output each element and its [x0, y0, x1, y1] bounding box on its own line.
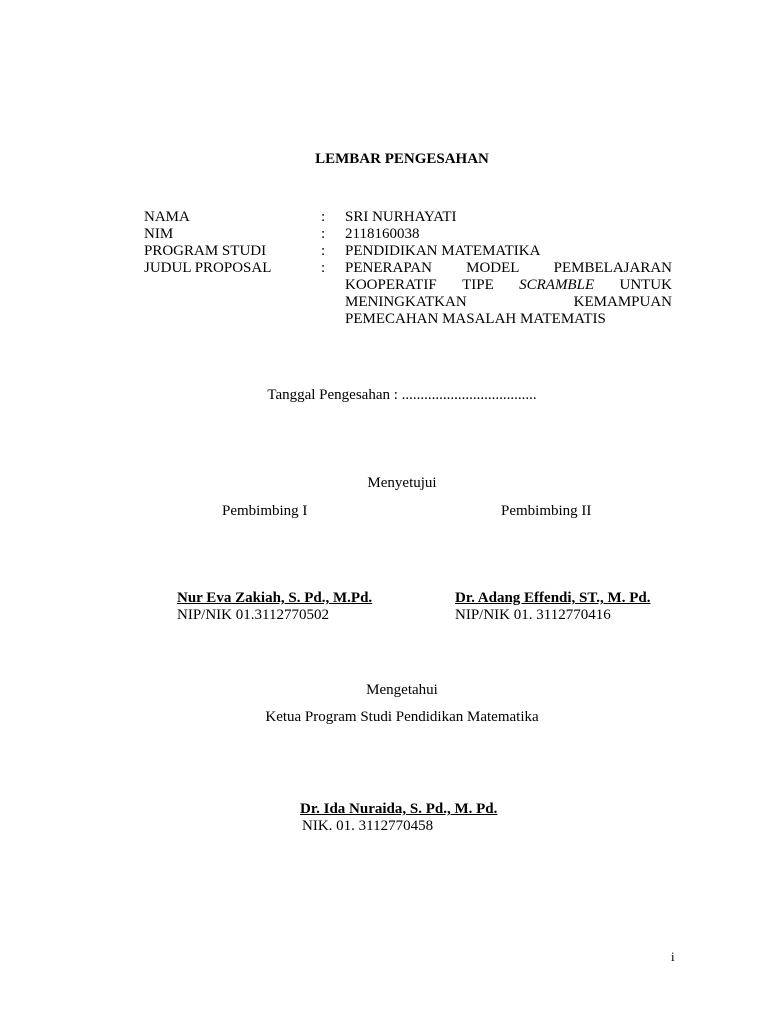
advisor-2-role: Pembimbing II: [501, 503, 592, 519]
proposal-title-word: KOOPERATIF: [345, 277, 437, 293]
field-label-nama: NAMA: [144, 209, 190, 225]
field-label-program-studi: PROGRAM STUDI: [144, 243, 267, 259]
proposal-title-word: MENINGKATKAN: [345, 294, 467, 310]
proposal-title-word: UNTUK: [619, 277, 672, 293]
approval-date: Tanggal Pengesahan : ....................................: [267, 387, 537, 403]
head-title: Ketua Program Studi Pendidikan Matematika: [265, 709, 539, 725]
advisor-2-name: Dr. Adang Effendi, ST., M. Pd.: [455, 590, 651, 606]
field-separator: :: [321, 260, 326, 276]
page-title: LEMBAR PENGESAHAN: [315, 151, 489, 167]
field-separator: :: [321, 226, 326, 242]
proposal-title-word-italic: SCRAMBLE: [519, 277, 595, 293]
field-label-judul-proposal: JUDUL PROPOSAL: [144, 260, 272, 276]
proposal-title-word: MODEL: [466, 260, 520, 276]
advisor-1-role: Pembimbing I: [222, 503, 308, 519]
proposal-title-word: PENERAPAN: [345, 260, 432, 276]
page-number: i: [671, 949, 675, 964]
field-separator: :: [321, 243, 326, 259]
field-value-nim: 2118160038: [345, 226, 420, 242]
proposal-title-line-4: PEMECAHAN MASALAH MATEMATIS: [345, 311, 606, 327]
field-value-program-studi: PENDIDIKAN MATEMATIKA: [345, 243, 541, 259]
proposal-title-line-2: [345, 277, 672, 294]
advisor-2-id: NIP/NIK 01. 3112770416: [455, 607, 611, 623]
advisor-1-id: NIP/NIK 01.3112770502: [177, 607, 329, 623]
field-label-nim: NIM: [144, 226, 174, 242]
proposal-title-line-1: [345, 260, 672, 277]
head-name: Dr. Ida Nuraida, S. Pd., M. Pd.: [300, 801, 498, 817]
approved-heading: Menyetujui: [367, 475, 437, 491]
field-value-nama: SRI NURHAYATI: [345, 209, 457, 225]
proposal-title-word: TIPE: [462, 277, 494, 293]
proposal-title-word: PEMBELAJARAN: [553, 260, 672, 276]
acknowledged-heading: Mengetahui: [366, 682, 438, 698]
advisor-1-name: Nur Eva Zakiah, S. Pd., M.Pd.: [177, 590, 373, 606]
proposal-title-word: KEMAMPUAN: [573, 294, 672, 310]
head-id: NIK. 01. 3112770458: [302, 818, 434, 834]
proposal-title-line-3: [345, 294, 672, 311]
field-separator: :: [321, 209, 326, 225]
